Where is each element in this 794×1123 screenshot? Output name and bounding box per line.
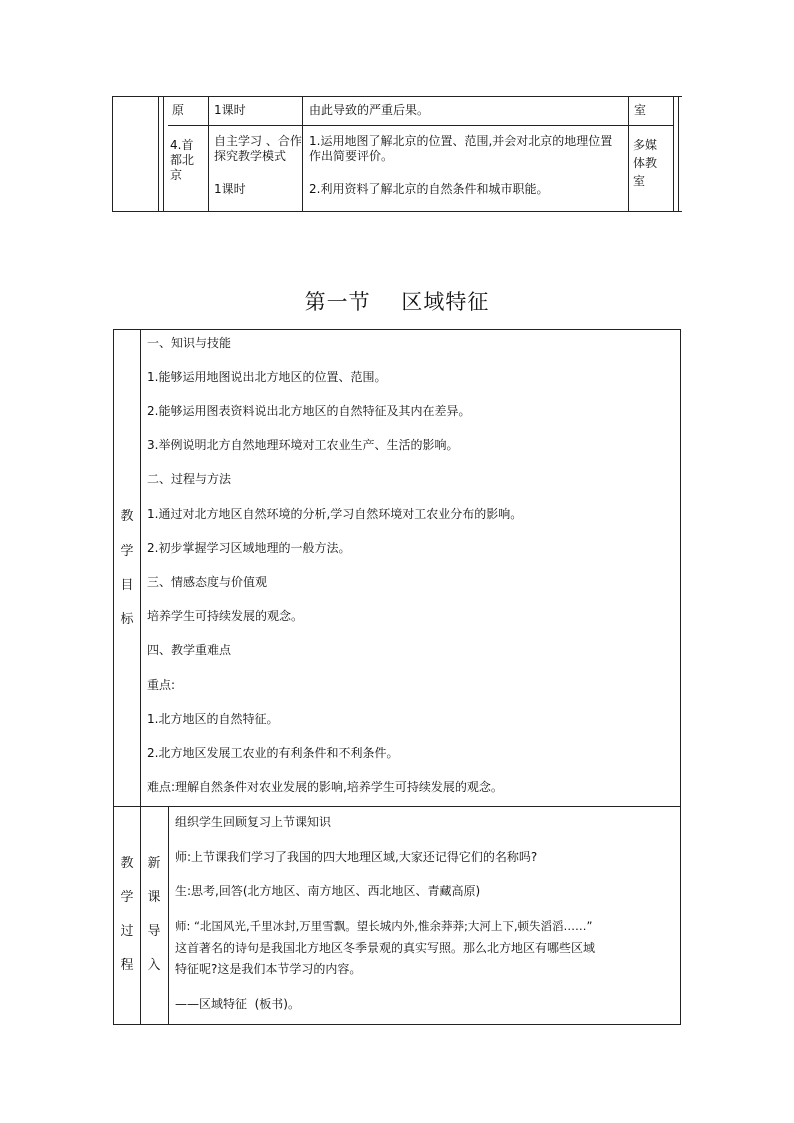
- goal-cell: 由此导致的严重后果。: [309, 103, 430, 117]
- student-answer: 生:思考,回答(北方地区、南方地区、西北地区、青藏高原): [175, 884, 481, 898]
- heading-process: 二、过程与方法: [147, 472, 232, 486]
- board-note: ——区域特征 (板书)。: [175, 997, 300, 1011]
- list-item: 1.通过对北方地区自然环境的分析,学习自然环境对工农业分布的影响。: [147, 507, 523, 521]
- poem-line: 师: “北国风光,千里冰封,万里雪飘。望长城内外,惟余莽莽;大河上下,顿失滔滔……”: [175, 919, 593, 933]
- topic-cell: 原: [172, 103, 185, 117]
- difficulty-line: 难点:理解自然条件对农业发展的影响,培养学生可持续发展的观念。: [147, 780, 503, 794]
- column-divider: [140, 329, 141, 1025]
- column-divider: [628, 96, 629, 212]
- column-divider: [302, 96, 303, 212]
- column-divider: [673, 96, 674, 212]
- column-divider: [163, 96, 164, 212]
- column-divider: [158, 96, 159, 212]
- list-item: 3.举例说明北方自然地理环境对工农业生产、生活的影响。: [147, 438, 459, 452]
- hours-cell: 1课时: [214, 182, 246, 196]
- table-border: [112, 96, 682, 97]
- review-line: 组织学生回顾复习上节课知识: [175, 815, 332, 829]
- section-title: 第一节 区域特征: [304, 290, 490, 314]
- table-border: [113, 1024, 681, 1025]
- hours-cell: 1课时: [214, 103, 246, 117]
- poem-line: 特征呢?这是我们本节学习的内容。: [175, 962, 362, 976]
- heading-key-points: 四、教学重难点: [147, 643, 232, 657]
- place-cell: 室: [634, 103, 647, 117]
- poem-line: 这首著名的诗句是我国北方地区冬季景观的真实写照。那么北方地区有哪些区域: [175, 941, 596, 955]
- row-divider: [168, 125, 674, 126]
- goal-cell: 1.运用地图了解北京的位置、范围,并会对北京的地理位置 作出简要评价。: [309, 134, 613, 163]
- list-item: 1.北方地区的自然特征。: [147, 712, 279, 726]
- list-item: 2.北方地区发展工农业的有利条件和不利条件。: [147, 746, 399, 760]
- list-item: 2.初步掌握学习区域地理的一般方法。: [147, 541, 351, 555]
- topic-cell: 4.首 都北 京: [170, 138, 195, 182]
- place-cell: 多媒 体教 室: [633, 138, 658, 188]
- column-divider: [678, 96, 679, 212]
- table-border: [112, 96, 113, 212]
- schedule-table-continuation: [112, 96, 682, 212]
- key-points-label: 重点:: [147, 678, 176, 692]
- table-border: [113, 329, 681, 330]
- table-border: [113, 329, 114, 1025]
- column-divider: [168, 806, 169, 1025]
- goal-cell: 2.利用资料了解北京的自然条件和城市职能。: [309, 182, 549, 196]
- heading-attitude: 三、情感态度与价值观: [147, 575, 268, 589]
- table-border: [112, 211, 682, 212]
- column-divider: [208, 96, 209, 212]
- heading-knowledge: 一、知识与技能: [147, 336, 232, 350]
- teacher-question: 师:上节课我们学习了我国的四大地理区域,大家还记得它们的名称吗?: [175, 850, 538, 864]
- list-item: 2.能够运用图表资料说出北方地区的自然特征及其内在差异。: [147, 404, 471, 418]
- table-border: [680, 329, 681, 1025]
- list-item: 培养学生可持续发展的观念。: [147, 609, 304, 623]
- list-item: 1.能够运用地图说出北方地区的位置、范围。: [147, 370, 387, 384]
- method-cell: 自主学习 、合作 探究教学模式: [214, 134, 302, 163]
- row-divider: [113, 806, 681, 807]
